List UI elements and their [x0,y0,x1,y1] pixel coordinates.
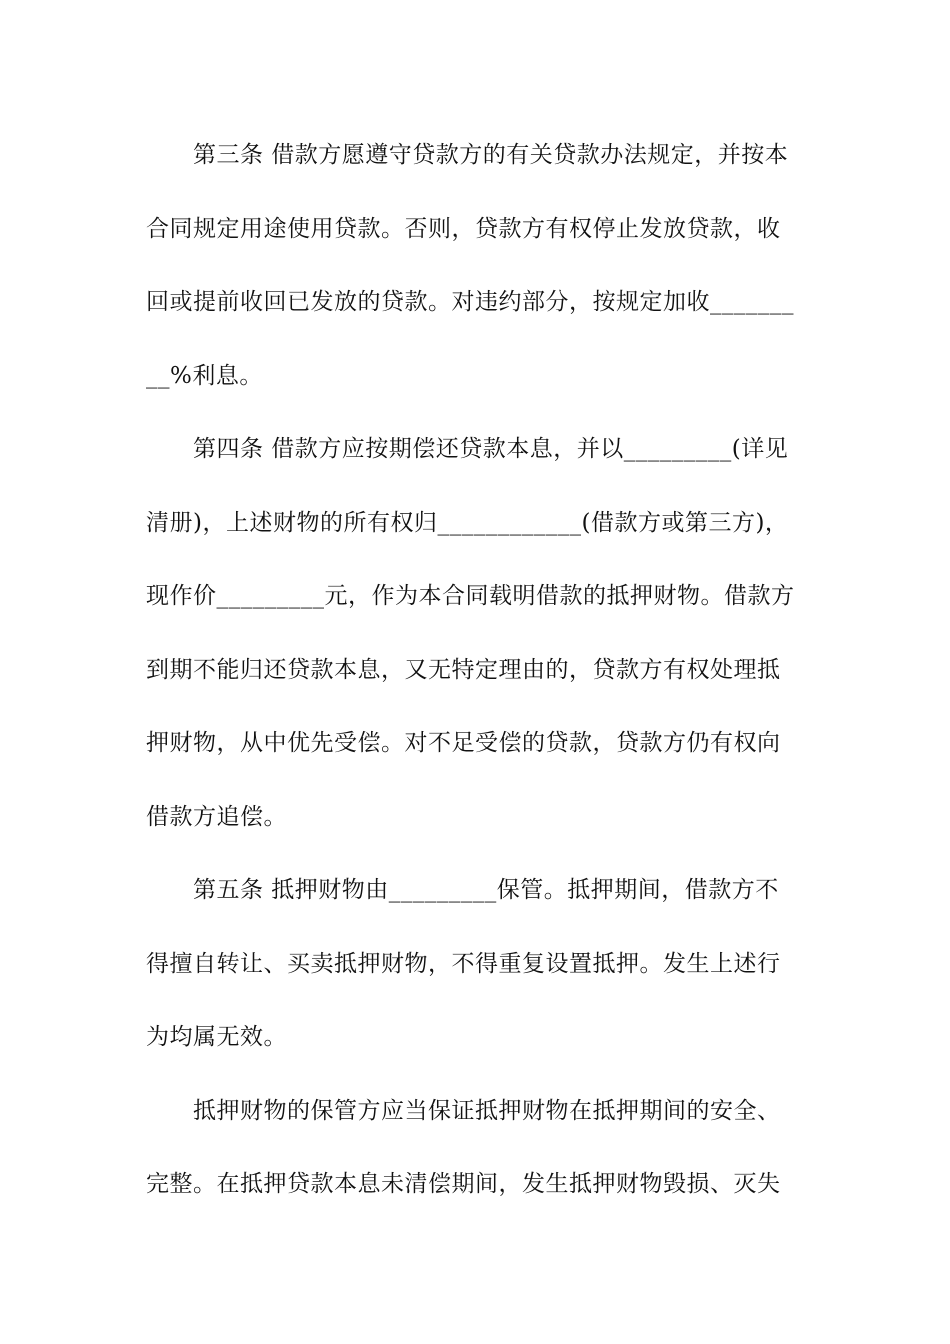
custody-paragraph-line-1: 抵押财物的保管方应当保证抵押财物在抵押期间的安全、 [193,1097,781,1124]
article-5-line-3: 为均属无效。 [146,1024,287,1050]
article-4-line-3: 现作价_________元，作为本合同载明借款的抵押财物。借款方 [146,583,795,609]
article-4-line-6: 借款方追偿。 [146,803,287,830]
article-5-line-2: 得擅自转让、买卖抵押财物，不得重复设置抵押。发生上述行 [146,950,781,977]
document-body [146,119,806,1222]
article-3-line-1: 第三条 借款方愿遵守贷款方的有关贷款办法规定，并按本 [193,142,789,168]
article-3-line-4: __%利息。 [146,362,263,389]
article-3-line-3: 回或提前收回已发放的贷款。对违约部分，按规定加收_______ [146,289,794,315]
article-3-line-2: 合同规定用途使用贷款。否则，贷款方有权停止发放贷款，收 [146,215,781,242]
article-4-line-1: 第四条 借款方应按期偿还贷款本息，并以_________(详见 [193,436,789,462]
article-4-line-4: 到期不能归还贷款本息，又无特定理由的，贷款方有权处理抵 [146,656,781,683]
custody-paragraph-line-2: 完整。在抵押贷款本息未清偿期间，发生抵押财物毁损、灭失 [146,1171,781,1197]
article-4-line-5: 押财物，从中优先受偿。对不足受偿的贷款，贷款方仍有权向 [146,730,781,756]
article-4-line-2: 清册)，上述财物的所有权归____________(借款方或第三方)， [146,509,789,536]
article-5-line-1: 第五条 抵押财物由_________保管。抵押期间，借款方不 [193,877,779,903]
